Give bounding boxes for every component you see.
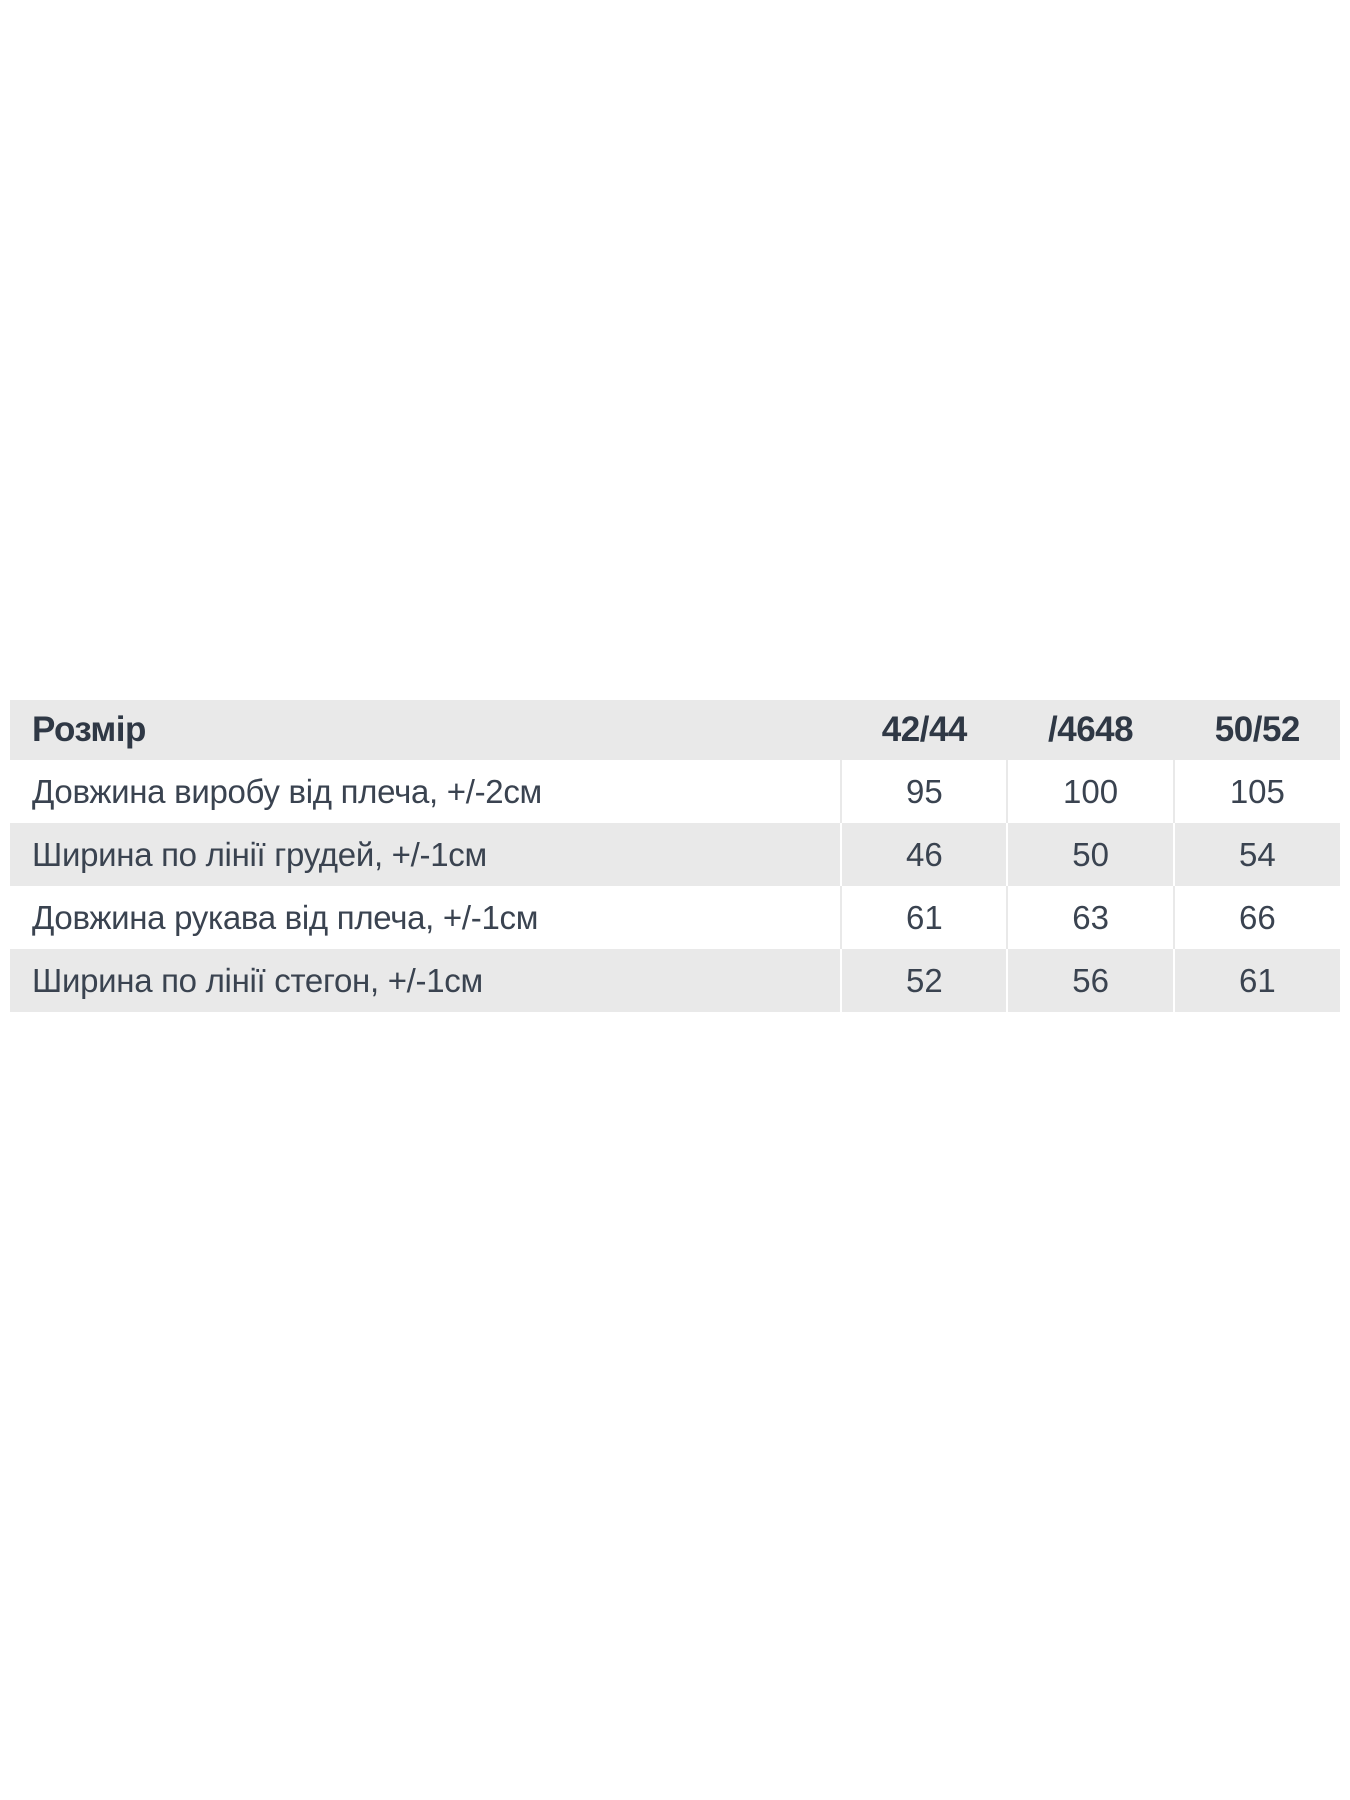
header-size-cell-3: 50/52 xyxy=(1174,700,1340,760)
row-value: 105 xyxy=(1174,760,1340,823)
row-value: 95 xyxy=(841,760,1007,823)
row-value: 54 xyxy=(1174,823,1340,886)
table-row xyxy=(10,823,1340,886)
row-value: 61 xyxy=(1174,949,1340,1012)
size-chart xyxy=(10,700,1340,1012)
row-label: Ширина по лінії грудей, +/-1см xyxy=(10,823,841,886)
row-value: 100 xyxy=(1007,760,1173,823)
row-value: 61 xyxy=(841,886,1007,949)
row-label: Ширина по лінії стегон, +/-1см xyxy=(10,949,841,1012)
header-size-cell-1: 42/44 xyxy=(841,700,1007,760)
table-row xyxy=(10,949,1340,1012)
table-header-row xyxy=(10,700,1340,760)
row-value: 56 xyxy=(1007,949,1173,1012)
row-label: Довжина рукава від плеча, +/-1см xyxy=(10,886,841,949)
row-value: 46 xyxy=(841,823,1007,886)
row-value: 52 xyxy=(841,949,1007,1012)
row-label: Довжина виробу від плеча, +/-2см xyxy=(10,760,841,823)
size-table xyxy=(10,700,1340,1012)
row-value: 50 xyxy=(1007,823,1173,886)
header-label-cell: Розмір xyxy=(10,700,841,760)
table-row xyxy=(10,886,1340,949)
table-row xyxy=(10,760,1340,823)
header-size-cell-2: /4648 xyxy=(1007,700,1173,760)
row-value: 63 xyxy=(1007,886,1173,949)
row-value: 66 xyxy=(1174,886,1340,949)
